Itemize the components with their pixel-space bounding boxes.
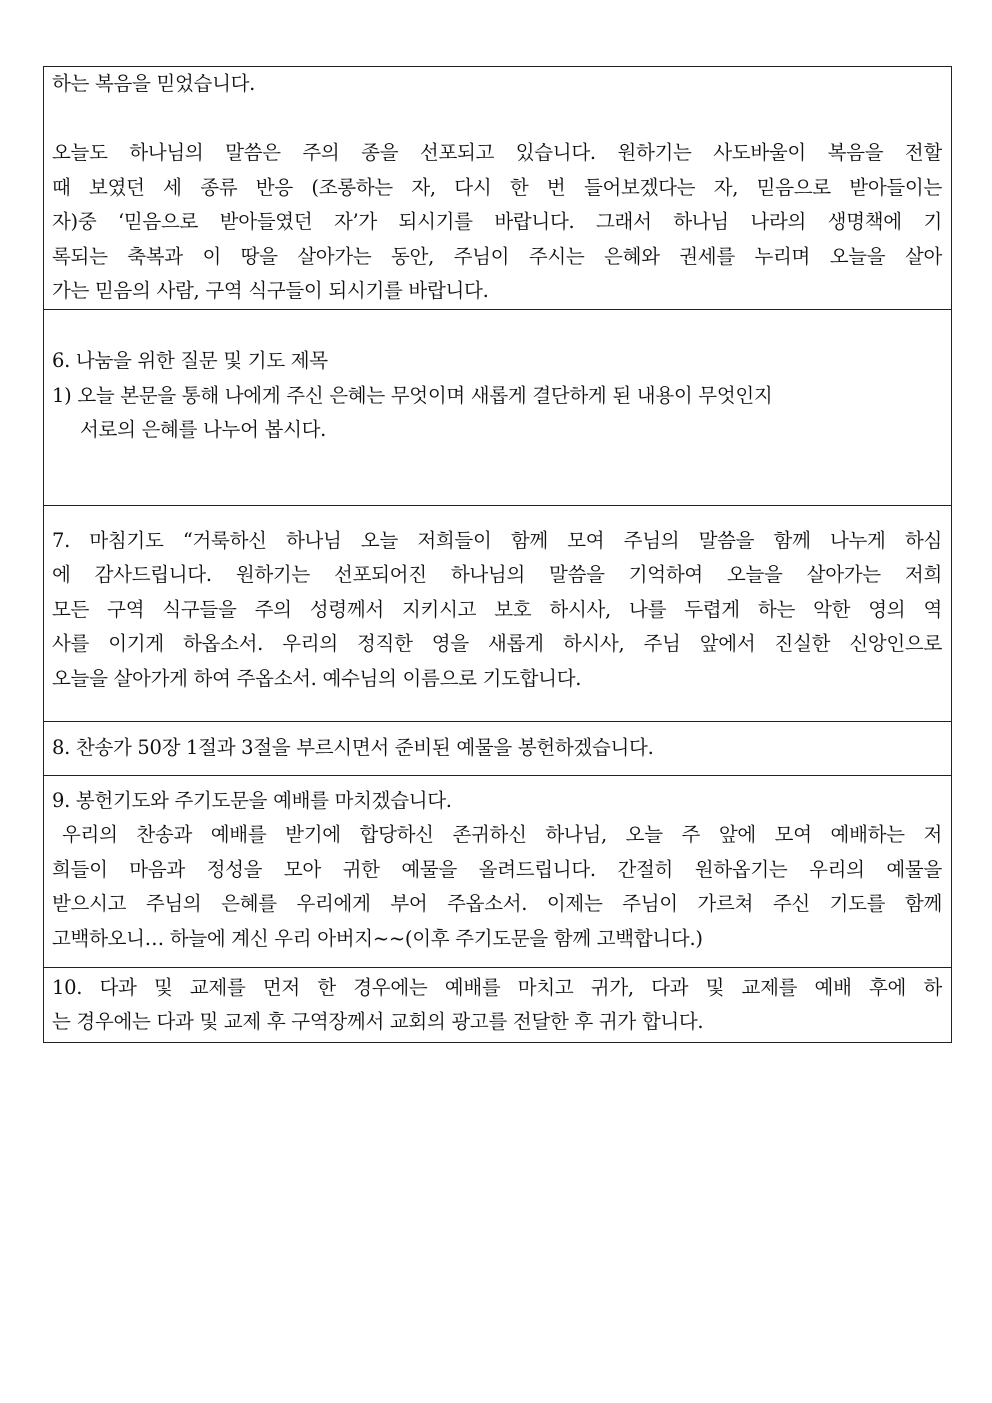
blank-line <box>52 506 942 524</box>
section-9-line: 고백하오니… 하늘에 계신 우리 아버지~~(이후 주기도문을 함께 고백합니다.) <box>52 926 703 950</box>
section-7-line: 모든 구역 식구들을 주의 성령께서 지키시고 보호 하시사, 나를 두렵게 하는 악한 영의 역 <box>52 597 942 621</box>
section-10-cell <box>44 967 952 1042</box>
section-9-line: 희들이 마음과 정성을 모아 귀한 예물을 올려드립니다. 간절히 원하옵기는 우리의 예물을 <box>52 857 942 881</box>
section-6-question-line-1: 1) 오늘 본문을 통해 나에게 주신 은혜는 무엇이며 새롭게 결단하게 된 내용이 무엇인지 <box>52 383 773 407</box>
section-7-cell <box>44 505 952 721</box>
section-6-row <box>44 309 952 505</box>
section-8-line: 8. 찬송가 50장 1절과 3절을 부르시면서 준비된 예물을 봉헌하겠습니다. <box>52 735 654 759</box>
section-9-row <box>44 775 952 967</box>
sermon-line-1: 하는 복음을 믿었습니다. <box>52 72 256 95</box>
section-6-cell <box>44 309 952 505</box>
section-9-heading: 9. 봉헌기도와 주기도문을 예배를 마치겠습니다. <box>52 788 452 812</box>
section-6-heading: 6. 나눔을 위한 질문 및 기도 제목 <box>52 349 328 372</box>
blank-line <box>52 102 942 137</box>
section-7-line: 오늘을 살아가게 하여 주옵소서. 예수님의 이름으로 기도합니다. <box>52 666 582 690</box>
blank-line <box>52 310 942 345</box>
sermon-paragraph-line: 때 보였던 세 종류 반응 (조롱하는 자, 다시 한 번 들어보겠다는 자, 믿음으로 받아들이는 <box>52 175 942 199</box>
sermon-paragraph-line: 록되는 축복과 이 땅을 살아가는 동안, 주님이 주시는 은혜와 권세를 누리며 오늘을 살아 <box>52 244 942 268</box>
section-8-row <box>44 721 952 775</box>
section-8-cell <box>44 721 952 775</box>
sermon-conclusion-cell <box>44 67 952 310</box>
section-9-cell <box>44 775 952 967</box>
section-6-question-line-2: 서로의 은혜를 나누어 봅시다. <box>80 418 327 441</box>
sermon-paragraph-line: 오늘도 하나님의 말씀은 주의 종을 선포되고 있습니다. 원하기는 사도바울이 복음을 전할 <box>52 141 942 164</box>
sermon-conclusion-row <box>44 67 952 310</box>
section-9-line: 받으시고 주님의 은혜를 우리에게 부어 주옵소서. 이제는 주님이 가르쳐 주신 기도를 함께 <box>52 892 942 915</box>
section-7-row <box>44 505 952 721</box>
section-7-line: 에 감사드립니다. 원하기는 선포되어진 하나님의 말씀을 기억하여 오늘을 살아가는 저희 <box>52 563 942 586</box>
section-10-line: 는 경우에는 다과 및 교제 후 구역장께서 교회의 광고를 전달한 후 귀가 합니다. <box>52 1010 704 1033</box>
section-7-line: 7. 마침기도 “거룩하신 하나님 오늘 저희들이 함께 모여 주님의 말씀을 함께 나누게 하심 <box>52 528 942 552</box>
section-7-line: 사를 이기게 하옵소서. 우리의 정직한 영을 새롭게 하시사, 주님 앞에서 진실한 신앙인으로 <box>52 632 942 655</box>
section-10-row <box>44 967 952 1042</box>
worship-order-table <box>43 66 952 1043</box>
section-10-line: 10. 다과 및 교제를 먼저 한 경우에는 예배를 마치고 귀가, 다과 및 교제를 예배 후에 하 <box>52 975 942 999</box>
sermon-paragraph-line: 가는 믿음의 사람, 구역 식구들이 되시기를 바랍니다. <box>52 279 489 302</box>
section-9-line: 우리의 찬송과 예배를 받기에 합당하신 존귀하신 하나님, 오늘 주 앞에 모여 예배하는 저 <box>62 823 942 846</box>
sermon-paragraph-line: 자)중 ‘믿음으로 받아들였던 자’가 되시기를 바랍니다. 그래서 하나님 나라의 생명책에 기 <box>52 210 942 233</box>
